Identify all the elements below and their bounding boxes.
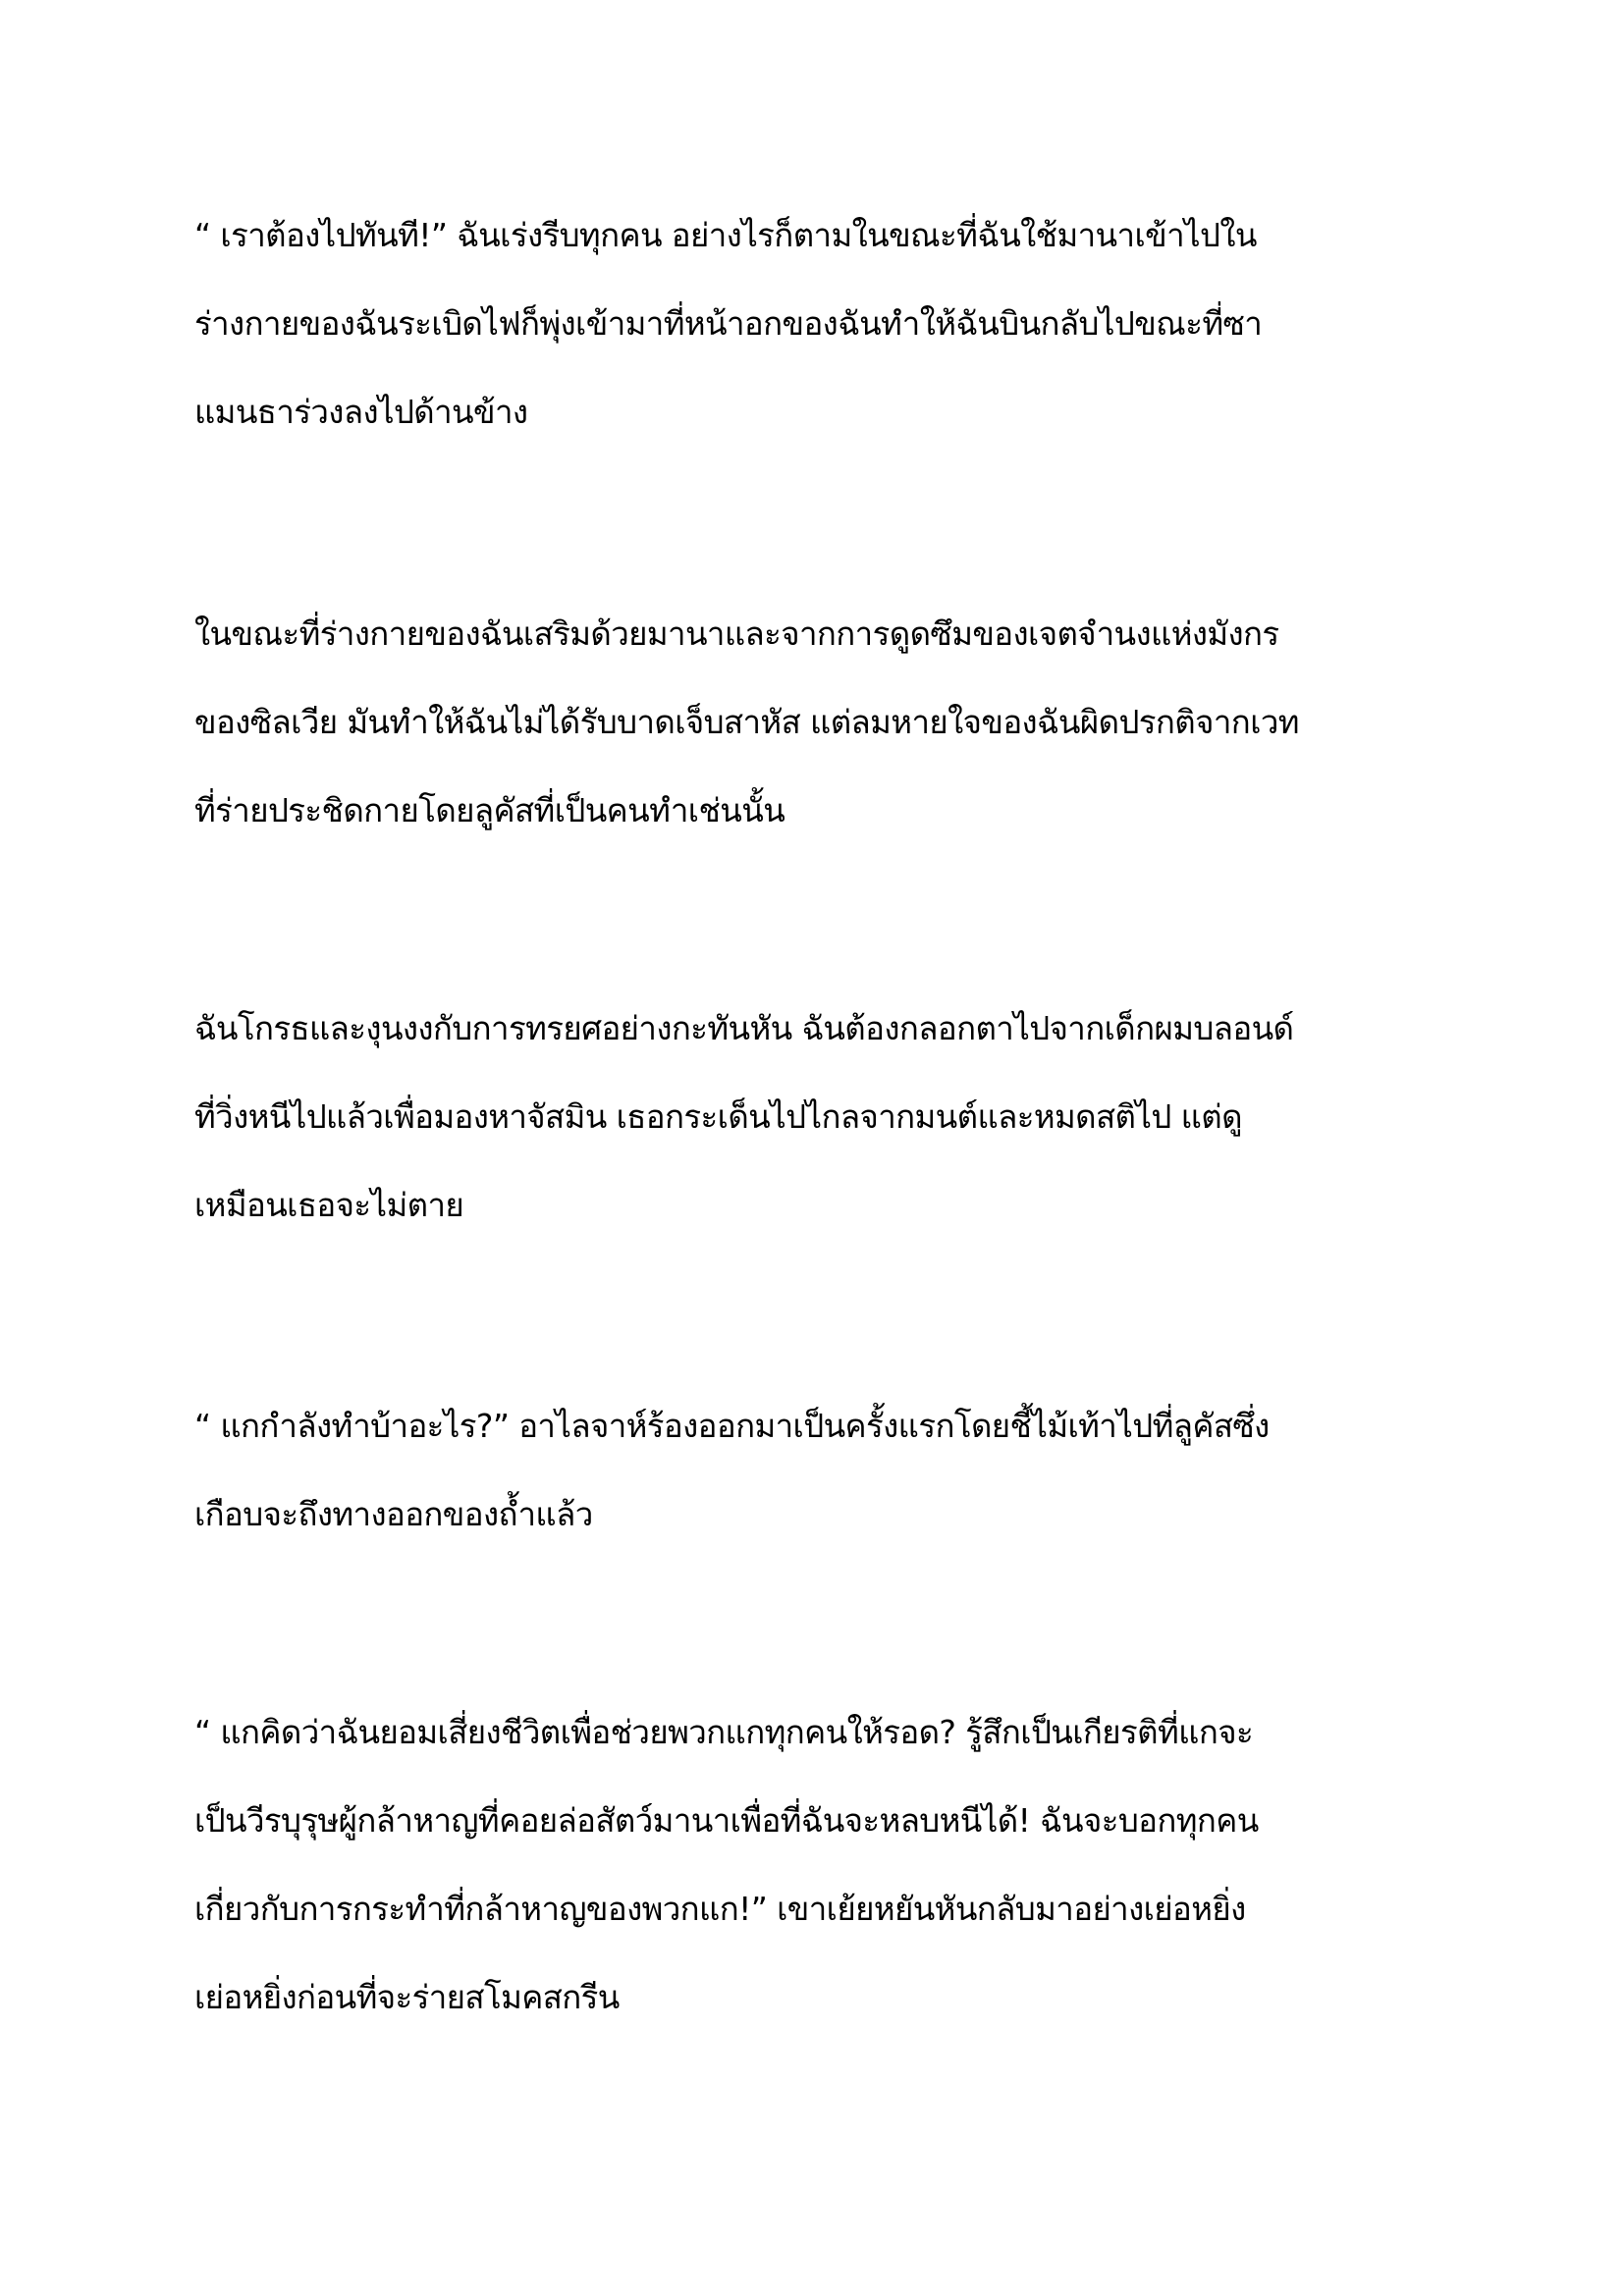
paragraph-1-line-1: “ เราต้องไปทันที!” ฉันเร่งรีบทุกคน อย่างไรก็ตามในขณะที่ฉันใช้มานาเข้าไปใน — [194, 216, 1257, 254]
paragraph-2-line-1: ในขณะที่ร่างกายของฉันเสริมด้วยมานาและจากการดูดซึมของเจตจำนงแห่งมังกร — [194, 614, 1279, 653]
paragraph-5-line-3: เกี่ยวกับการกระทำที่กล้าหาญของพวกแก!” เขาเย้ยหยันหันกลับมาอย่างเย่อหยิ่ง — [194, 1890, 1246, 1928]
paragraph-1-line-2: ร่างกายของฉันระเบิดไฟก็พุ่งเข้ามาที่หน้าอกของฉันทำให้ฉันบินกลับไปขณะที่ซา — [194, 304, 1263, 343]
paragraph-2-line-3: ที่ร่ายประชิดกายโดยลูคัสที่เป็นคนทำเช่นนั้น — [194, 791, 785, 829]
paragraph-5-line-2: เป็นวีรบุรุษผู้กล้าหาญที่คอยล่อสัตว์มานาเพื่อที่ฉันจะหลบหนีได้! ฉันจะบอกทุกคน — [194, 1801, 1259, 1840]
paragraph-5-line-4: เย่อหยิ่งก่อนที่จะร่ายสโมคสกรีน — [194, 1978, 620, 2016]
paragraph-3-line-3: เหมือนเธอจะไม่ตาย — [194, 1186, 464, 1224]
paragraph-1-line-3: แมนธาร่วงลงไปด้านข้าง — [194, 393, 528, 431]
paragraph-4-line-1: “ แกกำลังทำบ้าอะไร?” อาไลจาห์ร้องออกมาเป็นครั้งแรกโดยชี้ไม้เท้าไปที่ลูคัสซึ่ง — [194, 1407, 1270, 1445]
paragraph-2-line-2: ของซิลเวีย มันทำให้ฉันไม่ได้รับบาดเจ็บสาหัส แต่ลมหายใจของฉันผิดปรกติจากเวท — [194, 703, 1299, 741]
paragraph-3-line-1: ฉันโกรธและงุนงงกับการทรยศอย่างกะทันหัน ฉันต้องกลอกตาไปจากเด็กผมบลอนด์ — [194, 1009, 1294, 1047]
paragraph-4-line-2: เกือบจะถึงทางออกของถ้ำแล้ว — [194, 1495, 593, 1533]
paragraph-5-line-1: “ แกคิดว่าฉันยอมเสี่ยงชีวิตเพื่อช่วยพวกแกทุกคนให้รอด? รู้สึกเป็นเกียรติที่แกจะ — [194, 1713, 1254, 1751]
paragraph-3-line-2: ที่วิ่งหนีไปแล้วเพื่อมองหาจัสมิน เธอกระเด็นไปไกลจากมนต์และหมดสติไป แต่ดู — [194, 1097, 1242, 1136]
